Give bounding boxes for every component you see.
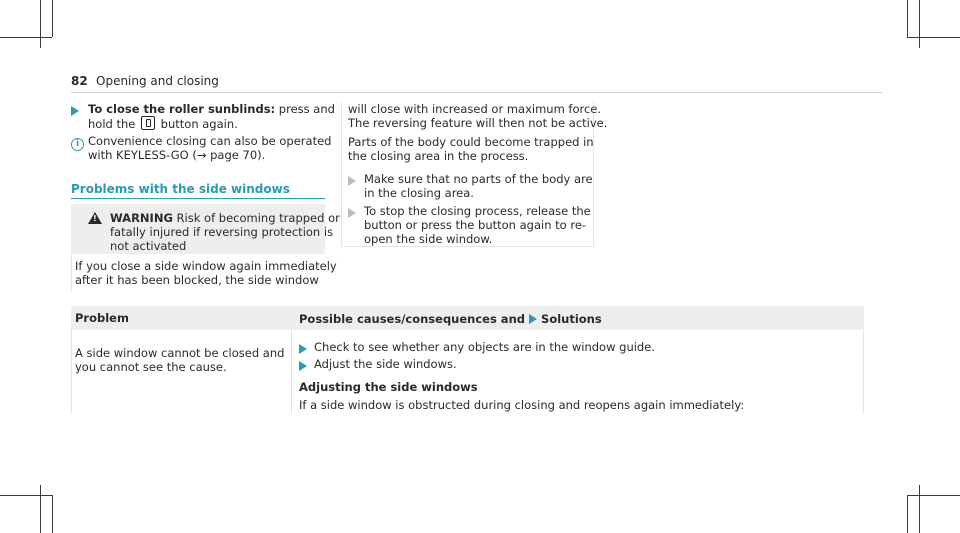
warning-label: WARNING xyxy=(110,211,173,225)
step-label: To close the roller sunblinds: xyxy=(88,102,276,116)
warning-triangle-icon: ! xyxy=(88,212,102,224)
arrow-icon xyxy=(348,207,356,221)
step-line2 xyxy=(88,116,238,131)
problem-line-2: you cannot see the cause. xyxy=(75,360,227,374)
step1-line-2: in the closing area. xyxy=(364,186,474,200)
table-border-left xyxy=(71,330,72,414)
arrow-icon xyxy=(299,343,307,357)
arrow-icon xyxy=(529,314,537,324)
crop-mark xyxy=(907,495,960,496)
info-text-2: with KEYLESS-GO (→ page 70). xyxy=(88,148,266,162)
col2-box-bottom xyxy=(341,246,594,247)
solution-2: Adjust the side windows. xyxy=(314,357,457,371)
solution-1: Check to see whether any objects are in the window guide. xyxy=(314,340,655,354)
crop-mark xyxy=(52,495,53,533)
step1-line-1: Make sure that no parts of the body are xyxy=(364,172,593,186)
arrow-icon xyxy=(348,175,356,189)
crop-mark xyxy=(0,37,52,38)
step-text: press and xyxy=(275,102,335,116)
warning-body-1: If you close a side window again immediately xyxy=(75,259,337,273)
crop-mark xyxy=(0,495,52,496)
header-solutions: Solutions xyxy=(541,312,602,326)
crop-mark xyxy=(907,0,908,37)
col2-line-1: will close with increased or maximum force. xyxy=(348,102,602,116)
arrow-icon xyxy=(299,360,307,374)
section-title: Opening and closing xyxy=(96,74,219,88)
table-header-problem: Problem xyxy=(75,311,129,325)
table-header-solutions xyxy=(299,312,602,326)
step-text-a: hold the xyxy=(88,117,136,131)
info-text-1: Convenience closing can also be operated xyxy=(88,134,332,148)
subheading-problems: Problems with the side windows xyxy=(71,182,290,196)
crop-mark xyxy=(919,485,920,533)
page-number: 82 xyxy=(71,74,88,88)
subheading-rule xyxy=(71,198,325,199)
crop-mark xyxy=(907,37,960,38)
crop-mark xyxy=(919,0,920,48)
sunblind-switch-icon xyxy=(141,116,155,130)
solution-text: If a side window is obstructed during closing and reopens again immediately: xyxy=(299,398,745,412)
table-border-right xyxy=(863,330,864,414)
crop-mark xyxy=(52,0,53,37)
step-text-b: button again. xyxy=(160,117,238,131)
warning-line-3: not activated xyxy=(110,239,187,253)
warning-line-1 xyxy=(110,211,340,225)
step-close-sunblinds xyxy=(88,102,335,116)
crop-mark xyxy=(40,485,41,533)
arrow-icon xyxy=(71,105,79,119)
col2-line-3: Parts of the body could become trapped in xyxy=(348,135,594,149)
col2-line-4: the closing area in the process. xyxy=(348,149,529,163)
crop-mark xyxy=(907,495,908,533)
step2-line-2: button or press the button again to re- xyxy=(364,218,587,232)
warning-body-2: after it has been blocked, the side window xyxy=(75,273,319,287)
header-causes: Possible causes/consequences and xyxy=(299,312,525,326)
solution-heading: Adjusting the side windows xyxy=(299,380,478,394)
warning-line-2: fatally injured if reversing protection is xyxy=(110,225,334,239)
header-divider xyxy=(71,92,882,93)
warning-text: Risk of becoming trapped or xyxy=(176,211,340,225)
table-divider xyxy=(291,330,292,414)
problem-line-1: A side window cannot be closed and xyxy=(75,346,285,360)
crop-mark xyxy=(40,0,41,48)
col2-box-left xyxy=(341,102,342,247)
step2-line-1: To stop the closing process, release the xyxy=(364,204,591,218)
step2-line-3: open the side window. xyxy=(364,232,493,246)
col2-line-2: The reversing feature will then not be active. xyxy=(348,116,608,130)
info-icon: i xyxy=(71,135,84,151)
